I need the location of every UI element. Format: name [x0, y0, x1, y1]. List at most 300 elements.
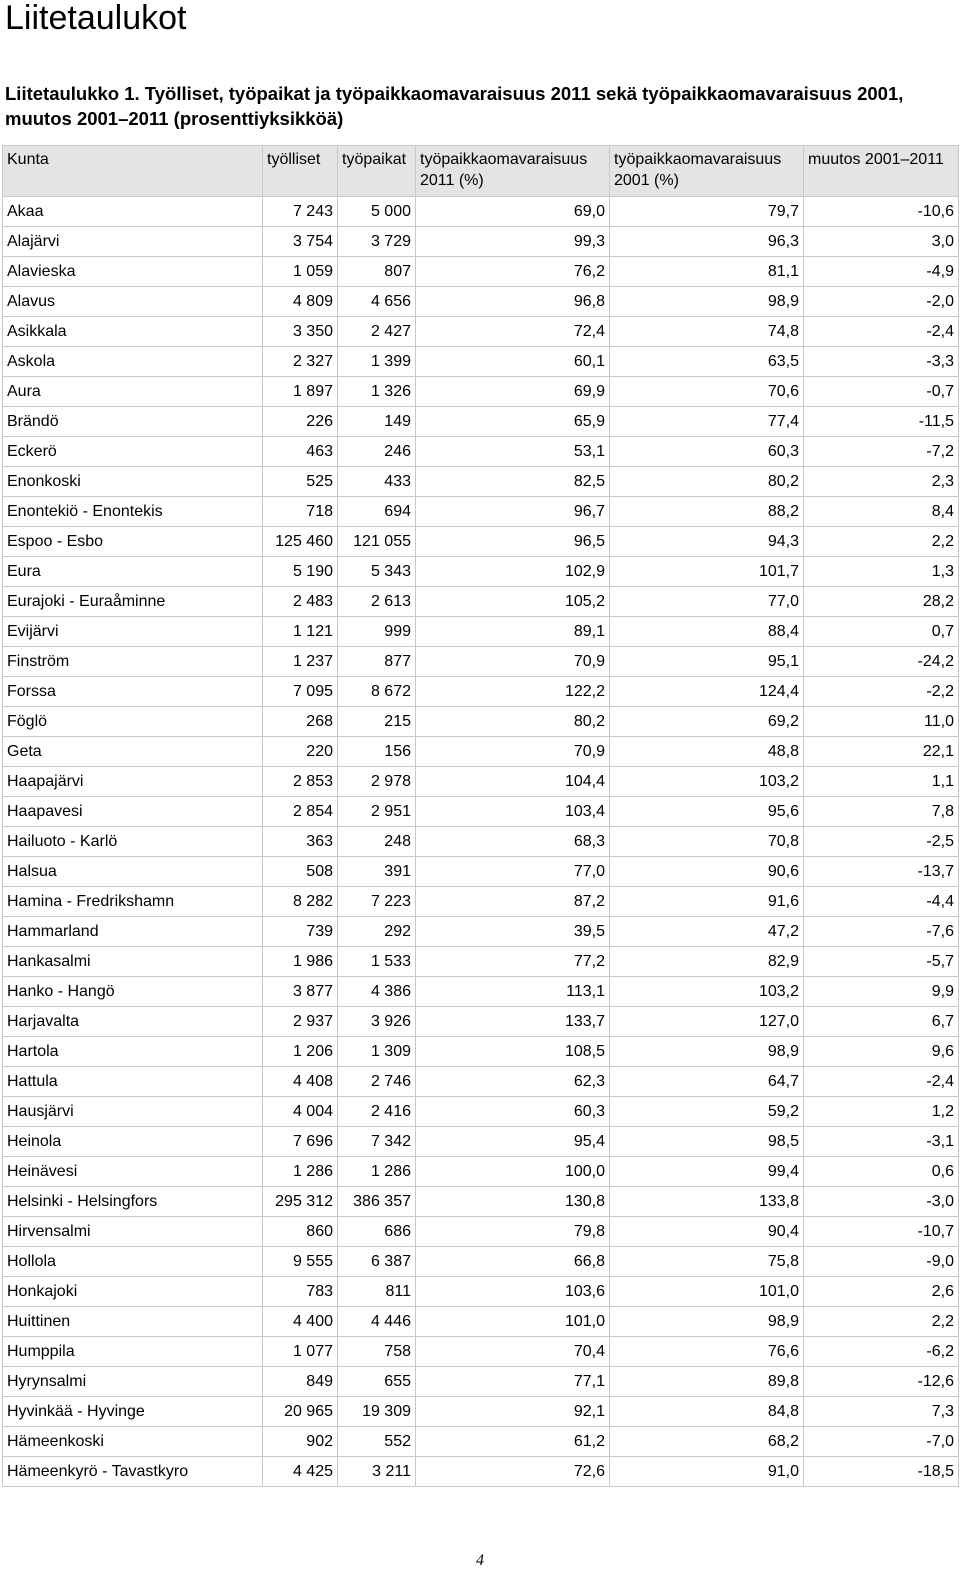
cell-omavaraisuus-2011: 65,9: [416, 407, 610, 437]
column-header-tyolliset: työlliset: [263, 146, 338, 197]
cell-omavaraisuus-2011: 72,6: [416, 1457, 610, 1487]
table-row: [3, 587, 959, 617]
cell-kunta: Hollola: [3, 1247, 263, 1277]
cell-omavaraisuus-2011: 103,6: [416, 1277, 610, 1307]
cell-kunta: Honkajoki: [3, 1277, 263, 1307]
cell-muutos: 28,2: [804, 587, 959, 617]
cell-tyolliset: 463: [263, 437, 338, 467]
table-row: [3, 197, 959, 227]
cell-tyolliset: 1 897: [263, 377, 338, 407]
cell-kunta: Heinävesi: [3, 1157, 263, 1187]
cell-kunta: Hattula: [3, 1067, 263, 1097]
table-caption: Liitetaulukko 1. Työlliset, työpaikat ja työpaikkaomavaraisuus 2011 sekä työpaikkaomavaraisuus 2001, muutos 2001–2011 (prosenttiyksikköä): [5, 83, 904, 129]
cell-omavaraisuus-2011: 99,3: [416, 227, 610, 257]
cell-muutos: -6,2: [804, 1337, 959, 1367]
cell-omavaraisuus-2011: 122,2: [416, 677, 610, 707]
cell-muutos: -2,4: [804, 317, 959, 347]
cell-tyolliset: 2 937: [263, 1007, 338, 1037]
cell-tyolliset: 4 425: [263, 1457, 338, 1487]
cell-muutos: -9,0: [804, 1247, 959, 1277]
cell-tyolliset: 1 286: [263, 1157, 338, 1187]
cell-muutos: 2,2: [804, 1307, 959, 1337]
cell-tyopaikat: 292: [338, 917, 416, 947]
cell-tyopaikat: 8 672: [338, 677, 416, 707]
cell-tyopaikat: 246: [338, 437, 416, 467]
table-row: [3, 497, 959, 527]
cell-tyopaikat: 386 357: [338, 1187, 416, 1217]
cell-kunta: Alajärvi: [3, 227, 263, 257]
column-header-tyopaikat: työpaikat: [338, 146, 416, 197]
cell-kunta: Enontekiö - Enontekis: [3, 497, 263, 527]
cell-omavaraisuus-2011: 70,9: [416, 647, 610, 677]
cell-omavaraisuus-2001: 99,4: [610, 1157, 804, 1187]
cell-tyopaikat: 1 326: [338, 377, 416, 407]
table-row: [3, 1097, 959, 1127]
cell-muutos: -0,7: [804, 377, 959, 407]
cell-kunta: Hirvensalmi: [3, 1217, 263, 1247]
cell-muutos: -18,5: [804, 1457, 959, 1487]
cell-muutos: -3,0: [804, 1187, 959, 1217]
table-row: [3, 1187, 959, 1217]
cell-kunta: Geta: [3, 737, 263, 767]
cell-omavaraisuus-2001: 75,8: [610, 1247, 804, 1277]
cell-muutos: 2,3: [804, 467, 959, 497]
cell-omavaraisuus-2011: 77,1: [416, 1367, 610, 1397]
cell-tyopaikat: 1 309: [338, 1037, 416, 1067]
table-row: [3, 1037, 959, 1067]
cell-muutos: 7,8: [804, 797, 959, 827]
table-row: [3, 1277, 959, 1307]
cell-muutos: -2,2: [804, 677, 959, 707]
cell-kunta: Hamina - Fredrikshamn: [3, 887, 263, 917]
table-row: [3, 707, 959, 737]
cell-tyopaikat: 877: [338, 647, 416, 677]
table-row: [3, 557, 959, 587]
cell-kunta: Askola: [3, 347, 263, 377]
cell-tyolliset: 7 696: [263, 1127, 338, 1157]
table-row: [3, 827, 959, 857]
cell-tyolliset: 718: [263, 497, 338, 527]
cell-muutos: 2,2: [804, 527, 959, 557]
cell-muutos: 0,6: [804, 1157, 959, 1187]
cell-kunta: Hartola: [3, 1037, 263, 1067]
cell-omavaraisuus-2001: 91,6: [610, 887, 804, 917]
cell-muutos: 6,7: [804, 1007, 959, 1037]
cell-muutos: -3,3: [804, 347, 959, 377]
cell-muutos: -24,2: [804, 647, 959, 677]
cell-tyopaikat: 4 386: [338, 977, 416, 1007]
cell-tyopaikat: 7 342: [338, 1127, 416, 1157]
cell-kunta: Eckerö: [3, 437, 263, 467]
cell-tyopaikat: 5 000: [338, 197, 416, 227]
cell-tyopaikat: 215: [338, 707, 416, 737]
cell-omavaraisuus-2011: 96,5: [416, 527, 610, 557]
cell-tyopaikat: 2 978: [338, 767, 416, 797]
cell-tyopaikat: 2 951: [338, 797, 416, 827]
cell-kunta: Asikkala: [3, 317, 263, 347]
cell-omavaraisuus-2001: 70,6: [610, 377, 804, 407]
cell-tyolliset: 4 400: [263, 1307, 338, 1337]
table-row: [3, 347, 959, 377]
table-row: [3, 1127, 959, 1157]
cell-kunta: Föglö: [3, 707, 263, 737]
table-row: [3, 1157, 959, 1187]
cell-omavaraisuus-2001: 89,8: [610, 1367, 804, 1397]
cell-tyolliset: 2 327: [263, 347, 338, 377]
table-row: [3, 1427, 959, 1457]
cell-omavaraisuus-2011: 82,5: [416, 467, 610, 497]
table-row: [3, 647, 959, 677]
cell-tyopaikat: 3 729: [338, 227, 416, 257]
cell-tyolliset: 1 237: [263, 647, 338, 677]
table-row: [3, 467, 959, 497]
cell-tyopaikat: 6 387: [338, 1247, 416, 1277]
cell-omavaraisuus-2001: 68,2: [610, 1427, 804, 1457]
cell-omavaraisuus-2011: 80,2: [416, 707, 610, 737]
cell-omavaraisuus-2011: 77,2: [416, 947, 610, 977]
cell-kunta: Haapavesi: [3, 797, 263, 827]
cell-tyopaikat: 3 211: [338, 1457, 416, 1487]
data-table: [2, 145, 959, 1487]
cell-tyopaikat: 248: [338, 827, 416, 857]
cell-tyolliset: 363: [263, 827, 338, 857]
cell-omavaraisuus-2001: 69,2: [610, 707, 804, 737]
cell-omavaraisuus-2001: 98,9: [610, 1037, 804, 1067]
cell-omavaraisuus-2011: 70,4: [416, 1337, 610, 1367]
table-row: [3, 887, 959, 917]
cell-omavaraisuus-2011: 89,1: [416, 617, 610, 647]
cell-tyolliset: 3 754: [263, 227, 338, 257]
cell-muutos: -3,1: [804, 1127, 959, 1157]
cell-omavaraisuus-2001: 91,0: [610, 1457, 804, 1487]
cell-omavaraisuus-2001: 101,7: [610, 557, 804, 587]
cell-tyopaikat: 2 746: [338, 1067, 416, 1097]
cell-omavaraisuus-2001: 63,5: [610, 347, 804, 377]
cell-omavaraisuus-2011: 53,1: [416, 437, 610, 467]
cell-kunta: Akaa: [3, 197, 263, 227]
cell-tyolliset: 20 965: [263, 1397, 338, 1427]
cell-tyopaikat: 655: [338, 1367, 416, 1397]
cell-muutos: 1,1: [804, 767, 959, 797]
cell-kunta: Halsua: [3, 857, 263, 887]
cell-muutos: 0,7: [804, 617, 959, 647]
cell-kunta: Haapajärvi: [3, 767, 263, 797]
cell-tyolliset: 783: [263, 1277, 338, 1307]
page-heading: Liitetaulukot: [5, 0, 187, 37]
cell-tyopaikat: 694: [338, 497, 416, 527]
cell-omavaraisuus-2001: 77,0: [610, 587, 804, 617]
cell-omavaraisuus-2011: 62,3: [416, 1067, 610, 1097]
cell-muutos: -12,6: [804, 1367, 959, 1397]
cell-kunta: Hämeenkyrö - Tavastkyro: [3, 1457, 263, 1487]
cell-omavaraisuus-2011: 102,9: [416, 557, 610, 587]
cell-tyopaikat: 4 656: [338, 287, 416, 317]
cell-kunta: Evijärvi: [3, 617, 263, 647]
cell-tyolliset: 5 190: [263, 557, 338, 587]
cell-muutos: -2,0: [804, 287, 959, 317]
cell-tyolliset: 2 483: [263, 587, 338, 617]
cell-kunta: Hämeenkoski: [3, 1427, 263, 1457]
cell-omavaraisuus-2001: 103,2: [610, 977, 804, 1007]
cell-omavaraisuus-2011: 76,2: [416, 257, 610, 287]
table-row: [3, 797, 959, 827]
cell-tyopaikat: 807: [338, 257, 416, 287]
cell-kunta: Aura: [3, 377, 263, 407]
column-header-muutos: muutos 2001–2011: [804, 146, 959, 197]
cell-kunta: Huittinen: [3, 1307, 263, 1337]
cell-tyolliset: 226: [263, 407, 338, 437]
cell-muutos: -10,7: [804, 1217, 959, 1247]
table-row: [3, 407, 959, 437]
cell-kunta: Alavus: [3, 287, 263, 317]
cell-tyopaikat: 1 286: [338, 1157, 416, 1187]
table-row: [3, 767, 959, 797]
cell-omavaraisuus-2011: 60,3: [416, 1097, 610, 1127]
cell-kunta: Hyrynsalmi: [3, 1367, 263, 1397]
table-row: [3, 1247, 959, 1277]
cell-omavaraisuus-2001: 90,4: [610, 1217, 804, 1247]
cell-tyopaikat: 4 446: [338, 1307, 416, 1337]
cell-tyolliset: 125 460: [263, 527, 338, 557]
table-row: [3, 437, 959, 467]
cell-tyopaikat: 121 055: [338, 527, 416, 557]
cell-muutos: 11,0: [804, 707, 959, 737]
cell-muutos: -4,4: [804, 887, 959, 917]
cell-omavaraisuus-2001: 76,6: [610, 1337, 804, 1367]
cell-omavaraisuus-2011: 68,3: [416, 827, 610, 857]
cell-omavaraisuus-2001: 98,5: [610, 1127, 804, 1157]
table-body: [3, 197, 959, 1487]
cell-omavaraisuus-2011: 39,5: [416, 917, 610, 947]
cell-tyopaikat: 2 613: [338, 587, 416, 617]
cell-omavaraisuus-2001: 81,1: [610, 257, 804, 287]
cell-omavaraisuus-2011: 130,8: [416, 1187, 610, 1217]
cell-tyopaikat: 156: [338, 737, 416, 767]
header-row: [3, 146, 959, 197]
table-row: [3, 1307, 959, 1337]
cell-omavaraisuus-2011: 95,4: [416, 1127, 610, 1157]
cell-omavaraisuus-2001: 88,4: [610, 617, 804, 647]
cell-kunta: Enonkoski: [3, 467, 263, 497]
cell-tyopaikat: 999: [338, 617, 416, 647]
cell-tyolliset: 525: [263, 467, 338, 497]
cell-omavaraisuus-2001: 103,2: [610, 767, 804, 797]
table-row: [3, 857, 959, 887]
cell-omavaraisuus-2001: 98,9: [610, 287, 804, 317]
cell-tyopaikat: 149: [338, 407, 416, 437]
cell-omavaraisuus-2011: 133,7: [416, 1007, 610, 1037]
cell-omavaraisuus-2001: 77,4: [610, 407, 804, 437]
cell-omavaraisuus-2001: 95,6: [610, 797, 804, 827]
table-row: [3, 527, 959, 557]
cell-tyolliset: 268: [263, 707, 338, 737]
cell-muutos: 3,0: [804, 227, 959, 257]
cell-omavaraisuus-2001: 59,2: [610, 1097, 804, 1127]
cell-tyolliset: 849: [263, 1367, 338, 1397]
cell-tyopaikat: 5 343: [338, 557, 416, 587]
cell-muutos: -5,7: [804, 947, 959, 977]
cell-omavaraisuus-2001: 48,8: [610, 737, 804, 767]
cell-tyopaikat: 552: [338, 1427, 416, 1457]
cell-muutos: 2,6: [804, 1277, 959, 1307]
table-row: [3, 947, 959, 977]
cell-omavaraisuus-2001: 90,6: [610, 857, 804, 887]
cell-omavaraisuus-2011: 100,0: [416, 1157, 610, 1187]
cell-tyopaikat: 758: [338, 1337, 416, 1367]
cell-tyopaikat: 1 399: [338, 347, 416, 377]
cell-omavaraisuus-2011: 92,1: [416, 1397, 610, 1427]
cell-kunta: Eurajoki - Euraåminne: [3, 587, 263, 617]
cell-omavaraisuus-2011: 66,8: [416, 1247, 610, 1277]
cell-omavaraisuus-2001: 96,3: [610, 227, 804, 257]
cell-omavaraisuus-2001: 70,8: [610, 827, 804, 857]
cell-omavaraisuus-2001: 79,7: [610, 197, 804, 227]
cell-muutos: -10,6: [804, 197, 959, 227]
cell-tyolliset: 902: [263, 1427, 338, 1457]
cell-omavaraisuus-2011: 96,8: [416, 287, 610, 317]
cell-kunta: Hailuoto - Karlö: [3, 827, 263, 857]
cell-tyolliset: 3 350: [263, 317, 338, 347]
cell-omavaraisuus-2001: 127,0: [610, 1007, 804, 1037]
cell-omavaraisuus-2001: 60,3: [610, 437, 804, 467]
cell-tyolliset: 1 077: [263, 1337, 338, 1367]
cell-kunta: Hammarland: [3, 917, 263, 947]
cell-kunta: Heinola: [3, 1127, 263, 1157]
cell-tyolliset: 860: [263, 1217, 338, 1247]
cell-omavaraisuus-2011: 72,4: [416, 317, 610, 347]
cell-omavaraisuus-2011: 101,0: [416, 1307, 610, 1337]
table-row: [3, 317, 959, 347]
cell-omavaraisuus-2011: 105,2: [416, 587, 610, 617]
cell-omavaraisuus-2001: 101,0: [610, 1277, 804, 1307]
table-row: [3, 1007, 959, 1037]
cell-omavaraisuus-2011: 69,0: [416, 197, 610, 227]
cell-tyopaikat: 7 223: [338, 887, 416, 917]
cell-tyolliset: 295 312: [263, 1187, 338, 1217]
cell-kunta: Finström: [3, 647, 263, 677]
table-row: [3, 1217, 959, 1247]
cell-tyolliset: 7 095: [263, 677, 338, 707]
column-header-omavaraisuus-2001: työpaikkaomavaraisuus 2001 (%): [610, 146, 804, 197]
cell-kunta: Humppila: [3, 1337, 263, 1367]
cell-tyolliset: 739: [263, 917, 338, 947]
cell-tyopaikat: 433: [338, 467, 416, 497]
cell-tyolliset: 3 877: [263, 977, 338, 1007]
cell-tyopaikat: 686: [338, 1217, 416, 1247]
cell-tyopaikat: 2 416: [338, 1097, 416, 1127]
page-number: 4: [476, 1552, 484, 1569]
table-row: [3, 1367, 959, 1397]
cell-kunta: Helsinki - Helsingfors: [3, 1187, 263, 1217]
cell-tyolliset: 4 809: [263, 287, 338, 317]
column-header-omavaraisuus-2011: työpaikkaomavaraisuus 2011 (%): [416, 146, 610, 197]
table-row: [3, 1337, 959, 1367]
cell-muutos: -2,4: [804, 1067, 959, 1097]
cell-kunta: Forssa: [3, 677, 263, 707]
cell-omavaraisuus-2001: 124,4: [610, 677, 804, 707]
table-row: [3, 227, 959, 257]
cell-kunta: Hyvinkää - Hyvinge: [3, 1397, 263, 1427]
cell-tyopaikat: 1 533: [338, 947, 416, 977]
table-row: [3, 737, 959, 767]
cell-kunta: Alavieska: [3, 257, 263, 287]
cell-tyopaikat: 391: [338, 857, 416, 887]
table-row: [3, 617, 959, 647]
cell-omavaraisuus-2011: 79,8: [416, 1217, 610, 1247]
cell-muutos: 7,3: [804, 1397, 959, 1427]
cell-muutos: -2,5: [804, 827, 959, 857]
cell-omavaraisuus-2001: 88,2: [610, 497, 804, 527]
cell-muutos: 8,4: [804, 497, 959, 527]
cell-omavaraisuus-2001: 82,9: [610, 947, 804, 977]
cell-tyopaikat: 19 309: [338, 1397, 416, 1427]
cell-muutos: -4,9: [804, 257, 959, 287]
cell-omavaraisuus-2011: 70,9: [416, 737, 610, 767]
cell-omavaraisuus-2011: 113,1: [416, 977, 610, 1007]
cell-omavaraisuus-2001: 64,7: [610, 1067, 804, 1097]
table-row: [3, 917, 959, 947]
cell-muutos: 1,3: [804, 557, 959, 587]
cell-omavaraisuus-2001: 95,1: [610, 647, 804, 677]
table-row: [3, 977, 959, 1007]
cell-omavaraisuus-2001: 47,2: [610, 917, 804, 947]
cell-muutos: -13,7: [804, 857, 959, 887]
cell-muutos: -7,6: [804, 917, 959, 947]
cell-tyolliset: 4 408: [263, 1067, 338, 1097]
table-row: [3, 1067, 959, 1097]
cell-tyolliset: 2 854: [263, 797, 338, 827]
cell-tyolliset: 9 555: [263, 1247, 338, 1277]
cell-omavaraisuus-2011: 61,2: [416, 1427, 610, 1457]
cell-tyolliset: 2 853: [263, 767, 338, 797]
cell-kunta: Hanko - Hangö: [3, 977, 263, 1007]
cell-omavaraisuus-2011: 87,2: [416, 887, 610, 917]
table-row: [3, 1457, 959, 1487]
cell-kunta: Harjavalta: [3, 1007, 263, 1037]
cell-muutos: -7,2: [804, 437, 959, 467]
cell-omavaraisuus-2011: 96,7: [416, 497, 610, 527]
cell-tyopaikat: 2 427: [338, 317, 416, 347]
cell-omavaraisuus-2001: 98,9: [610, 1307, 804, 1337]
cell-tyolliset: 1 986: [263, 947, 338, 977]
cell-omavaraisuus-2001: 94,3: [610, 527, 804, 557]
cell-muutos: -7,0: [804, 1427, 959, 1457]
cell-omavaraisuus-2001: 80,2: [610, 467, 804, 497]
cell-tyolliset: 1 121: [263, 617, 338, 647]
cell-omavaraisuus-2011: 103,4: [416, 797, 610, 827]
cell-tyolliset: 1 206: [263, 1037, 338, 1067]
cell-muutos: 9,6: [804, 1037, 959, 1067]
cell-tyolliset: 1 059: [263, 257, 338, 287]
cell-omavaraisuus-2001: 133,8: [610, 1187, 804, 1217]
column-header-kunta: Kunta: [3, 146, 263, 197]
cell-muutos: -11,5: [804, 407, 959, 437]
cell-tyolliset: 7 243: [263, 197, 338, 227]
cell-tyopaikat: 3 926: [338, 1007, 416, 1037]
cell-omavaraisuus-2011: 108,5: [416, 1037, 610, 1067]
table-row: [3, 257, 959, 287]
cell-tyolliset: 4 004: [263, 1097, 338, 1127]
cell-kunta: Brändö: [3, 407, 263, 437]
cell-tyopaikat: 811: [338, 1277, 416, 1307]
table-row: [3, 377, 959, 407]
table-row: [3, 677, 959, 707]
cell-kunta: Hankasalmi: [3, 947, 263, 977]
cell-muutos: 1,2: [804, 1097, 959, 1127]
cell-omavaraisuus-2011: 69,9: [416, 377, 610, 407]
table-row: [3, 287, 959, 317]
cell-muutos: 22,1: [804, 737, 959, 767]
